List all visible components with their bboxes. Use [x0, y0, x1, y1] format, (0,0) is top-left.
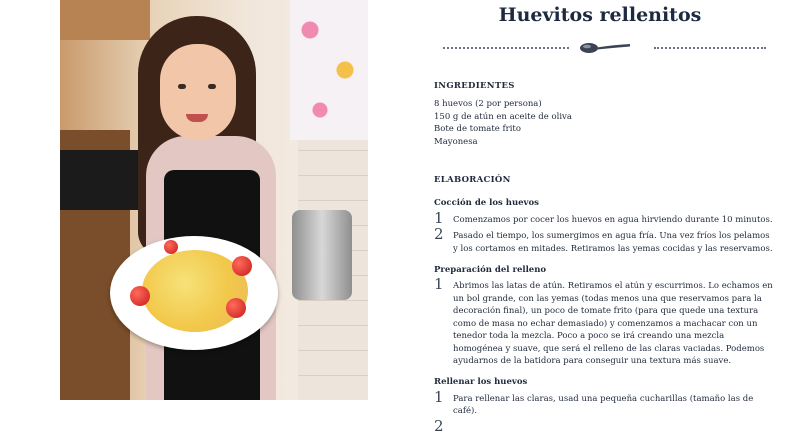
section-title-stuffing: Rellenar los huevos	[434, 377, 528, 388]
recipe-title: Huevitos rellenitos	[498, 4, 702, 26]
stove	[60, 150, 140, 210]
ingredient-item: 8 huevos (2 por persona)	[434, 99, 542, 110]
step-item	[434, 208, 774, 227]
curtain	[290, 0, 368, 140]
method-heading: ELABORACIÓN	[434, 175, 511, 186]
ingredients-list	[434, 98, 774, 148]
step-item	[434, 275, 774, 367]
step-text: Para rellenar las claras, usad una pequeña cucharillas (tamaño las de café).	[453, 393, 754, 417]
eye-left	[178, 84, 186, 89]
step-item	[434, 225, 774, 255]
cherry-tomato	[226, 298, 246, 318]
eye-right	[208, 84, 216, 89]
cherry-tomato	[130, 286, 150, 306]
kitchen-cabinet	[60, 0, 150, 40]
section-title-boiling: Cocción de los huevos	[434, 198, 539, 209]
recipe-photo	[60, 0, 368, 400]
step-number: 2	[434, 416, 444, 435]
recipe-content	[434, 80, 774, 435]
step-text: Comenzamos por cocer los huevos en agua hirviendo durante 10 minutos.	[453, 214, 773, 225]
step-text: Abrimos las latas de atún. Retiramos el atún y escurrimos. Lo echamos en un bol grande, con las yemas (todas menos una que reservamos para la decoración final), un poco de tomate frito (para que quede una textura como de masa no echar demasiado) y comenzamos a machacar con un tenedor toda la mezcla. Poco a poco se irá creando una mezcla homogénea y suave, que será el relleno de las claras vaciadas. Podemos ayudarnos de la batidora para conseguir una textura más suave.	[453, 281, 773, 366]
step-text: Pasado el tiempo, los sumergimos en agua fría. Una vez fríos los pelamos y los cortamos en mitades. Retiramos las yemas cocidas y las reservamos.	[453, 231, 773, 254]
title-area	[400, 0, 800, 72]
step-item	[434, 387, 774, 418]
step-number: 1	[434, 275, 444, 294]
step-number: 1	[434, 208, 444, 227]
ingredient-item: 150 g de atún en aceite de oliva	[434, 111, 572, 122]
divider-right	[654, 47, 766, 49]
cherry-tomato	[232, 256, 252, 276]
ingredient-item: Mayonesa	[434, 136, 478, 147]
step-number: 2	[434, 225, 444, 244]
cherry-tomato	[164, 240, 178, 254]
spoon-icon	[578, 38, 632, 56]
ingredients-heading: INGREDIENTES	[434, 81, 515, 91]
trash-bin	[292, 210, 352, 300]
girl-face	[160, 44, 236, 140]
step-number: 1	[434, 387, 444, 406]
section-title-filling: Preparación del relleno	[434, 265, 547, 276]
ingredient-item: Bote de tomate frito	[434, 124, 521, 135]
divider-left	[443, 47, 569, 49]
